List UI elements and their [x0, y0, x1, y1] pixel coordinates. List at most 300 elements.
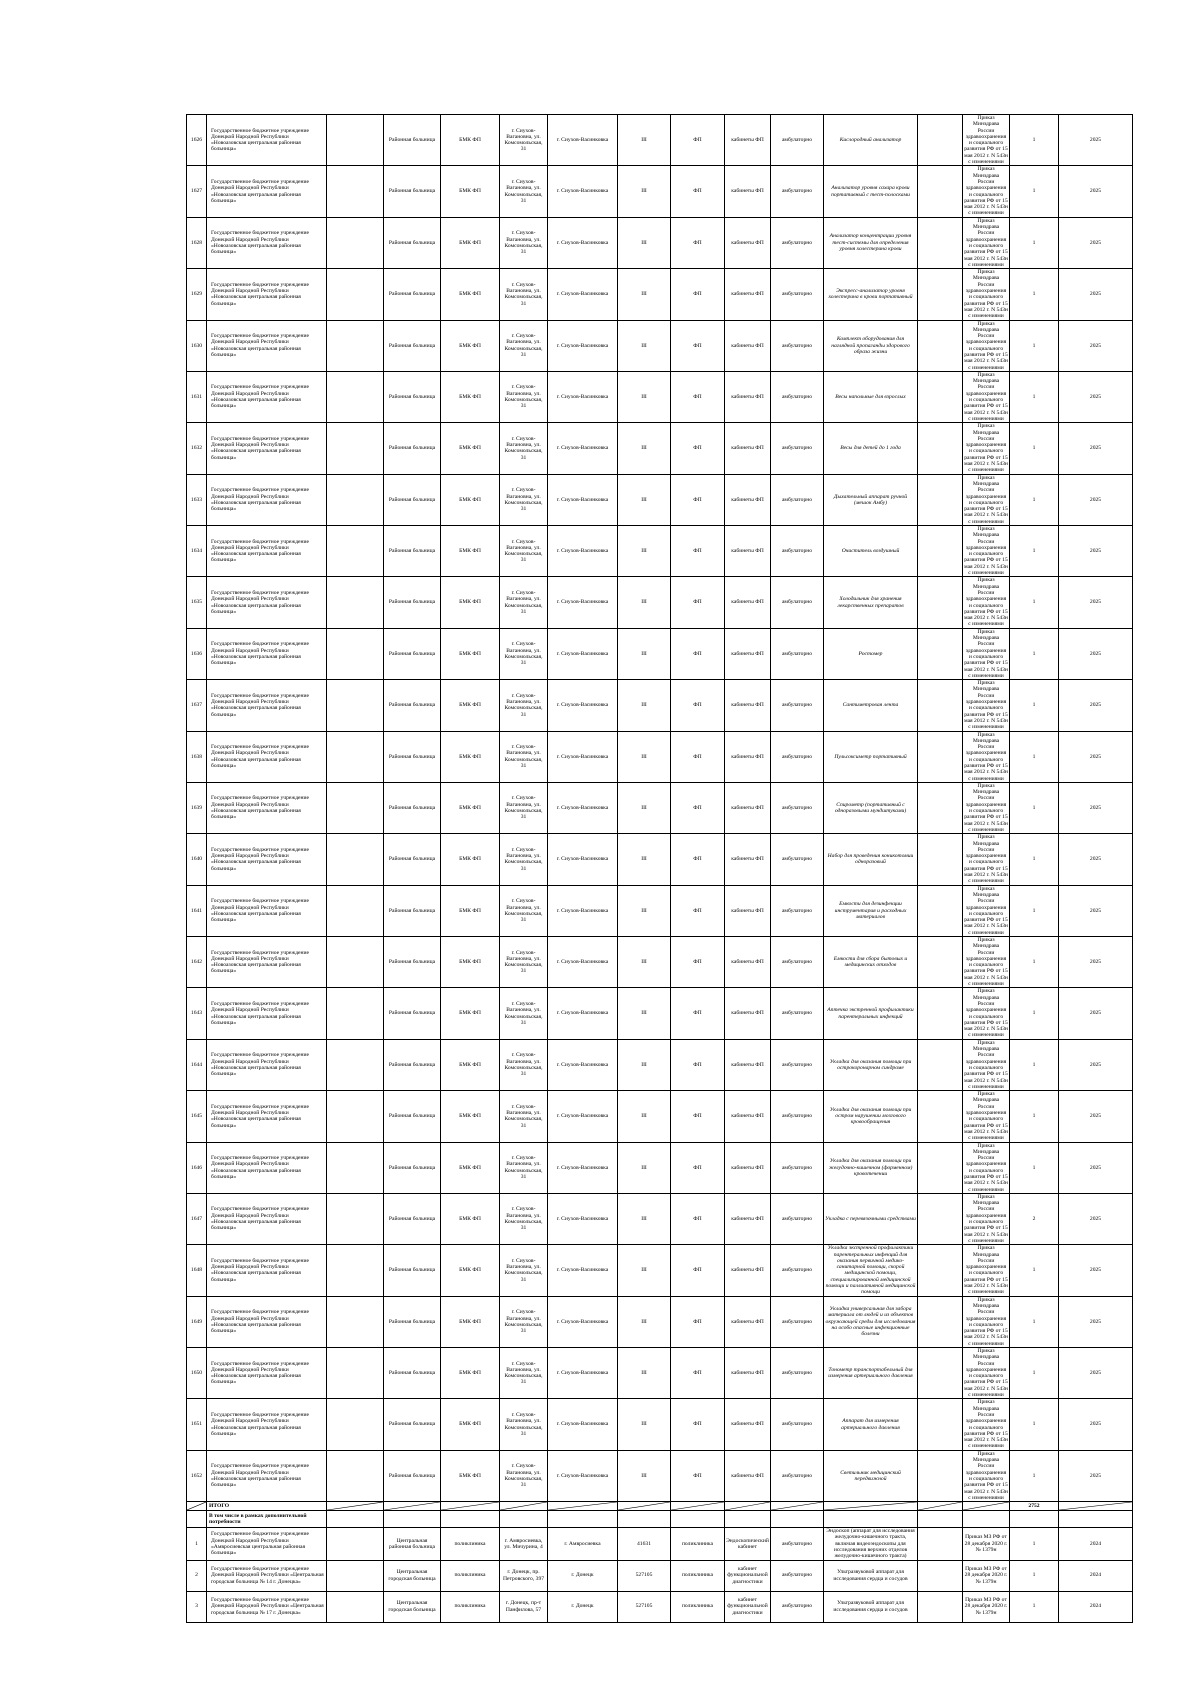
institution-type: Районная больница: [384, 1142, 441, 1193]
table-row: [187, 1193, 1133, 1244]
row-number: 1640: [187, 834, 207, 885]
year: 2025: [1059, 269, 1133, 320]
struck-cell: [187, 1502, 207, 1511]
empty-cell: [327, 937, 384, 988]
department: кабинеты ФП: [725, 731, 771, 782]
year: 2025: [1059, 217, 1133, 268]
department: кабинеты ФП: [725, 217, 771, 268]
row-number: 1638: [187, 731, 207, 782]
empty-cell: [327, 115, 384, 166]
equipment-name: Укладка для оказания помощи при остром нарушении мозгового кровообращения: [824, 1091, 918, 1142]
empty-cell: [918, 1450, 963, 1501]
institution-name: Государственное бюджетное учреждение Донецкой Народной Республики «Новоазовская центральная районная больница»: [207, 731, 327, 782]
quantity: 1: [1010, 1348, 1059, 1399]
address: г. Сиухов-Вагановна, ул. Комсомольская, 31: [500, 1142, 548, 1193]
empty-cell: [327, 628, 384, 679]
quantity: 1: [1010, 166, 1059, 217]
year: 2025: [1059, 1348, 1133, 1399]
regulation-basis: Приказ Минздрава России здравоохранения и социального развития РФ от 15 мая 2012 г. N 543н с изменениями: [964, 1039, 1008, 1090]
locality: г. Донецк: [548, 1591, 618, 1622]
address: г. Сиухов-Вагановна, ул. Комсомольская, 31: [500, 371, 548, 422]
unit: ФП: [671, 371, 725, 422]
institution-type: Центральная районная больница: [384, 1528, 441, 1560]
department: кабинеты ФП: [725, 937, 771, 988]
locality: г. Сиухов-Васинковка: [548, 1296, 618, 1347]
level: III: [618, 1039, 671, 1090]
year: 2024: [1059, 1591, 1133, 1622]
locality: г. Сиухов-Васинковка: [548, 628, 618, 679]
institution-name: Государственное бюджетное учреждение Донецкой Народной Республики «Центральная городская больница № 14 г. Донецка»: [207, 1560, 327, 1591]
regulation-basis: Приказ Минздрава России здравоохранения и социального развития РФ от 15 мая 2012 г. N 543н с изменениями: [964, 577, 1008, 628]
institution-type: Районная больница: [384, 371, 441, 422]
address: г. Сиухов-Вагановна, ул. Комсомольская, 31: [500, 1348, 548, 1399]
unit-code: БМК ФП: [441, 1142, 500, 1193]
equipment-name: Пульсоксиметр портативный: [824, 731, 918, 782]
locality: г. Сиухов-Васинковка: [548, 371, 618, 422]
institution-type: Районная больница: [384, 115, 441, 166]
address: г. Донецк, пр. Петровского, 397: [500, 1560, 548, 1591]
regulation-basis: Приказ Минздрава России здравоохранения и социального развития РФ от 15 мая 2012 г. N 543н с изменениями: [964, 885, 1008, 936]
level: 527105: [618, 1560, 671, 1591]
empty-cell: [618, 1511, 671, 1528]
address: г. Амвросиевка, ул. Мичурина, 4: [500, 1528, 548, 1560]
empty-cell: [327, 1039, 384, 1090]
unit: ФП: [671, 885, 725, 936]
unit: ФП: [671, 1142, 725, 1193]
quantity: 1: [1010, 320, 1059, 371]
empty-cell: [963, 1511, 1010, 1528]
regulation-basis: Приказ Минздрава России здравоохранения и социального развития РФ от 15 мая 2012 г. N 543н с изменениями: [964, 1193, 1008, 1244]
unit: ФП: [671, 1039, 725, 1090]
institution-name: Государственное бюджетное учреждение Донецкой Народной Республики «Новоазовская центральная районная больница»: [207, 680, 327, 731]
care-conditions: амбулаторно: [771, 526, 824, 577]
regulation-basis: Приказ Минздрава России здравоохранения и социального развития РФ от 15 мая 2012 г. N 543н с изменениями: [964, 1296, 1008, 1347]
unit: ФП: [671, 577, 725, 628]
care-conditions: амбулаторно: [771, 577, 824, 628]
table-row: [187, 680, 1133, 731]
department: кабинеты ФП: [725, 371, 771, 422]
institution-type: Районная больница: [384, 937, 441, 988]
table-row: [187, 885, 1133, 936]
struck-cell: [1059, 1502, 1133, 1511]
empty-cell: [918, 988, 963, 1039]
department: кабинеты ФП: [725, 628, 771, 679]
address: г. Сиухов-Вагановна, ул. Комсомольская, 31: [500, 731, 548, 782]
level: III: [618, 1193, 671, 1244]
struck-cell: [824, 1502, 918, 1511]
empty-cell: [918, 1528, 963, 1560]
care-conditions: амбулаторно: [771, 1528, 824, 1560]
empty-cell: [327, 834, 384, 885]
institution-type: Районная больница: [384, 1399, 441, 1450]
locality: г. Сиухов-Васинковка: [548, 1142, 618, 1193]
locality: г. Сиухов-Васинковка: [548, 1450, 618, 1501]
institution-type: Районная больница: [384, 834, 441, 885]
unit: ФП: [671, 628, 725, 679]
department: кабинеты ФП: [725, 423, 771, 474]
level: III: [618, 834, 671, 885]
empty-cell: [1059, 1511, 1133, 1528]
unit: ФП: [671, 217, 725, 268]
equipment-name: Ультразвуковой аппарат для исследования сердца и сосудов: [824, 1560, 918, 1591]
institution-type: Районная больница: [384, 320, 441, 371]
institution-type: Районная больница: [384, 1296, 441, 1347]
equipment-name: Экспресс-анализатор уровня холестерина в крови портативный: [824, 269, 918, 320]
row-number: 1628: [187, 217, 207, 268]
level: III: [618, 423, 671, 474]
quantity: 1: [1010, 115, 1059, 166]
quantity: 1: [1010, 474, 1059, 525]
year: 2025: [1059, 320, 1133, 371]
locality: г. Сиухов-Васинковка: [548, 731, 618, 782]
level: III: [618, 1348, 671, 1399]
table-row: [187, 320, 1133, 371]
unit-code: БМК ФП: [441, 782, 500, 833]
care-conditions: амбулаторно: [771, 1450, 824, 1501]
struck-cell: [918, 1502, 963, 1511]
unit-code: БМК ФП: [441, 1296, 500, 1347]
empty-cell: [1010, 1511, 1059, 1528]
quantity: 1: [1010, 1528, 1059, 1560]
year: 2025: [1059, 166, 1133, 217]
department: кабинет функциональной диагностики: [725, 1591, 771, 1622]
regulation-basis: Приказ Минздрава России здравоохранения и социального развития РФ от 15 мая 2012 г. N 543н с изменениями: [964, 988, 1008, 1039]
quantity: 1: [1010, 526, 1059, 577]
institution-type: Районная больница: [384, 988, 441, 1039]
unit-code: БМК ФП: [441, 423, 500, 474]
row-number: 1635: [187, 577, 207, 628]
unit: ФП: [671, 1245, 725, 1296]
row-number: 1632: [187, 423, 207, 474]
locality: г. Сиухов-Васинковка: [548, 526, 618, 577]
institution-name: Государственное бюджетное учреждение Донецкой Народной Республики «Новоазовская центральная районная больница»: [207, 474, 327, 525]
care-conditions: амбулаторно: [771, 423, 824, 474]
care-conditions: амбулаторно: [771, 731, 824, 782]
row-number: 1626: [187, 115, 207, 166]
institution-type: Районная больница: [384, 1039, 441, 1090]
year: 2025: [1059, 1450, 1133, 1501]
department: кабинеты ФП: [725, 1348, 771, 1399]
institution-name: Государственное бюджетное учреждение Донецкой Народной Республики «Новоазовская центральная районная больница»: [207, 577, 327, 628]
locality: г. Сиухов-Васинковка: [548, 834, 618, 885]
level: III: [618, 1091, 671, 1142]
unit: ФП: [671, 782, 725, 833]
row-number: 2: [187, 1560, 207, 1591]
institution-name: Государственное бюджетное учреждение Донецкой Народной Республики «Новоазовская центральная районная больница»: [207, 937, 327, 988]
care-conditions: амбулаторно: [771, 628, 824, 679]
table-row: [187, 526, 1133, 577]
unit: ФП: [671, 1296, 725, 1347]
care-conditions: амбулаторно: [771, 320, 824, 371]
equipment-name: Дыхательный аппарат ручной (мешок Амбу): [824, 474, 918, 525]
empty-cell: [918, 937, 963, 988]
care-conditions: амбулаторно: [771, 371, 824, 422]
unit-code: БМК ФП: [441, 1450, 500, 1501]
unit: ФП: [671, 166, 725, 217]
regulation-basis: Приказ Минздрава России здравоохранения и социального развития РФ от 15 мая 2012 г. N 543н с изменениями: [964, 166, 1008, 217]
empty-cell: [327, 577, 384, 628]
empty-cell: [327, 474, 384, 525]
regulation-basis: Приказ Минздрава России здравоохранения и социального развития РФ от 15 мая 2012 г. N 543н с изменениями: [964, 115, 1008, 166]
level: III: [618, 577, 671, 628]
unit-code: БМК ФП: [441, 371, 500, 422]
care-conditions: амбулаторно: [771, 1193, 824, 1244]
quantity: 1: [1010, 1450, 1059, 1501]
table-row: [187, 423, 1133, 474]
quantity: 1: [1010, 1560, 1059, 1591]
empty-cell: [918, 1296, 963, 1347]
empty-cell: [327, 217, 384, 268]
care-conditions: амбулаторно: [771, 1296, 824, 1347]
table-row: [187, 1348, 1133, 1399]
empty-cell: [918, 1560, 963, 1591]
address: г. Сиухов-Вагановна, ул. Комсомольская, 31: [500, 680, 548, 731]
quantity: 1: [1010, 1039, 1059, 1090]
unit: ФП: [671, 937, 725, 988]
table-row: [187, 1528, 1133, 1560]
unit: ФП: [671, 269, 725, 320]
locality: г. Сиухов-Васинковка: [548, 320, 618, 371]
struck-cell: [771, 1502, 824, 1511]
department: кабинеты ФП: [725, 1039, 771, 1090]
unit: ФП: [671, 1193, 725, 1244]
empty-cell: [918, 1245, 963, 1296]
level: III: [618, 115, 671, 166]
unit-code: БМК ФП: [441, 628, 500, 679]
address: г. Сиухов-Вагановна, ул. Комсомольская, 31: [500, 1399, 548, 1450]
locality: г. Сиухов-Васинковка: [548, 577, 618, 628]
year: 2025: [1059, 1399, 1133, 1450]
address: г. Сиухов-Вагановна, ул. Комсомольская, 31: [500, 474, 548, 525]
locality: г. Сиухов-Васинковка: [548, 1245, 618, 1296]
quantity: 2: [1010, 1193, 1059, 1244]
row-number: 1634: [187, 526, 207, 577]
institution-name: Государственное бюджетное учреждение Донецкой Народной Республики «Новоазовская центральная районная больница»: [207, 1245, 327, 1296]
unit-code: БМК ФП: [441, 680, 500, 731]
quantity: 1: [1010, 269, 1059, 320]
quantity: 1: [1010, 371, 1059, 422]
regulation-basis: Приказ Минздрава России здравоохранения и социального развития РФ от 15 мая 2012 г. N 543н с изменениями: [964, 423, 1008, 474]
year: 2025: [1059, 1193, 1133, 1244]
institution-type: Районная больница: [384, 526, 441, 577]
empty-cell: [918, 166, 963, 217]
unit: ФП: [671, 834, 725, 885]
table-row: [187, 115, 1133, 166]
empty-cell: [918, 1142, 963, 1193]
locality: г. Сиухов-Васинковка: [548, 782, 618, 833]
table-row: [187, 834, 1133, 885]
department: кабинеты ФП: [725, 1091, 771, 1142]
institution-type: Районная больница: [384, 628, 441, 679]
row-number: 1641: [187, 885, 207, 936]
empty-cell: [327, 1528, 384, 1560]
regulation-basis: Приказ Минздрава России здравоохранения и социального развития РФ от 15 мая 2012 г. N 543н с изменениями: [964, 937, 1008, 988]
locality: г. Сиухов-Васинковка: [548, 166, 618, 217]
locality: г. Сиухов-Васинковка: [548, 1091, 618, 1142]
quantity: 1: [1010, 577, 1059, 628]
locality: г. Сиухов-Васинковка: [548, 1348, 618, 1399]
total-label: ИТОГО: [207, 1502, 327, 1511]
unit-code: БМК ФП: [441, 885, 500, 936]
struck-cell: [963, 1502, 1010, 1511]
regulation-basis: Приказ Минздрава России здравоохранения и социального развития РФ от 15 мая 2012 г. N 543н с изменениями: [964, 371, 1008, 422]
address: г. Сиухов-Вагановна, ул. Комсомольская, 31: [500, 628, 548, 679]
unit-code: БМК ФП: [441, 1193, 500, 1244]
empty-cell: [327, 1348, 384, 1399]
empty-cell: [918, 1511, 963, 1528]
regulation-basis: Приказ Минздрава России здравоохранения и социального развития РФ от 15 мая 2012 г. N 543н с изменениями: [964, 1348, 1008, 1399]
institution-name: Государственное бюджетное учреждение Донецкой Народной Республики «Новоазовская центральная районная больница»: [207, 217, 327, 268]
quantity: 1: [1010, 782, 1059, 833]
institution-name: Государственное бюджетное учреждение Донецкой Народной Республики «Новоазовская центральная районная больница»: [207, 1039, 327, 1090]
table-row: [187, 1296, 1133, 1347]
year: 2025: [1059, 474, 1133, 525]
department: кабинеты ФП: [725, 1450, 771, 1501]
unit: ФП: [671, 320, 725, 371]
unit: ФП: [671, 731, 725, 782]
year: 2025: [1059, 1091, 1133, 1142]
table-row: [187, 1560, 1133, 1591]
row-number: 1652: [187, 1450, 207, 1501]
unit-code: БМК ФП: [441, 115, 500, 166]
locality: г. Сиухов-Васинковка: [548, 680, 618, 731]
unit-code: БМК ФП: [441, 577, 500, 628]
empty-cell: [327, 423, 384, 474]
quantity: 1: [1010, 1591, 1059, 1622]
unit-code: БМК ФП: [441, 166, 500, 217]
department: кабинеты ФП: [725, 320, 771, 371]
table-row: [187, 731, 1133, 782]
empty-cell: [327, 166, 384, 217]
regulation-basis: Приказ МЗ РФ от 28 декабря 2020 г. № 1379н: [963, 1591, 1010, 1622]
address: г. Сиухов-Вагановна, ул. Комсомольская, 31: [500, 1296, 548, 1347]
empty-cell: [327, 731, 384, 782]
department: кабинеты ФП: [725, 1193, 771, 1244]
institution-type: Районная больница: [384, 680, 441, 731]
regulation-basis: Приказ Минздрава России здравоохранения и социального развития РФ от 15 мая 2012 г. N 543н с изменениями: [964, 1450, 1008, 1501]
year: 2025: [1059, 782, 1133, 833]
empty-cell: [771, 1511, 824, 1528]
equipment-name: Сантиметровая лента: [824, 680, 918, 731]
regulation-basis: Приказ Минздрава России здравоохранения и социального развития РФ от 15 мая 2012 г. N 543н с изменениями: [964, 1245, 1008, 1296]
unit-code: поликлиника: [441, 1560, 500, 1591]
struck-cell: [500, 1502, 548, 1511]
equipment-name: Холодильник для хранения лекарственных препаратов: [824, 577, 918, 628]
unit: ФП: [671, 474, 725, 525]
address: г. Сиухов-Вагановна, ул. Комсомольская, 31: [500, 423, 548, 474]
institution-type: Районная больница: [384, 1450, 441, 1501]
empty-cell: [918, 320, 963, 371]
institution-name: Государственное бюджетное учреждение Донецкой Народной Республики «Новоазовская центральная районная больница»: [207, 1348, 327, 1399]
institution-name: Государственное бюджетное учреждение Донецкой Народной Республики «Новоазовская центральная районная больница»: [207, 115, 327, 166]
section-header-row: [187, 1511, 1133, 1528]
institution-type: Районная больница: [384, 474, 441, 525]
address: г. Сиухов-Вагановна, ул. Комсомольская, 31: [500, 166, 548, 217]
row-number: 1629: [187, 269, 207, 320]
unit: ФП: [671, 988, 725, 1039]
empty-cell: [327, 1450, 384, 1501]
year: 2025: [1059, 371, 1133, 422]
level: III: [618, 1245, 671, 1296]
address: г. Сиухов-Вагановна, ул. Комсомольская, 31: [500, 269, 548, 320]
empty-cell: [918, 834, 963, 885]
empty-cell: [918, 731, 963, 782]
unit: ФП: [671, 680, 725, 731]
care-conditions: амбулаторно: [771, 1091, 824, 1142]
empty-cell: [918, 782, 963, 833]
equipment-name: Ультразвуковой аппарат для исследования сердца и сосудов: [824, 1591, 918, 1622]
row-number: 1649: [187, 1296, 207, 1347]
year: 2024: [1059, 1560, 1133, 1591]
unit-code: БМК ФП: [441, 731, 500, 782]
unit-code: поликлиника: [441, 1591, 500, 1622]
regulation-basis: Приказ Минздрава России здравоохранения и социального развития РФ от 15 мая 2012 г. N 543н с изменениями: [964, 1399, 1008, 1450]
row-number: 1639: [187, 782, 207, 833]
unit: ФП: [671, 423, 725, 474]
institution-name: Государственное бюджетное учреждение Донецкой Народной Республики «Новоазовская центральная районная больница»: [207, 371, 327, 422]
row-number: 1636: [187, 628, 207, 679]
locality: г. Сиухов-Васинковка: [548, 1039, 618, 1090]
unit-code: БМК ФП: [441, 834, 500, 885]
empty-cell: [918, 1193, 963, 1244]
locality: г. Сиухов-Васинковка: [548, 885, 618, 936]
address: г. Сиухов-Вагановна, ул. Комсомольская, 31: [500, 577, 548, 628]
year: 2025: [1059, 937, 1133, 988]
institution-name: Государственное бюджетное учреждение Донецкой Народной Республики «Новоазовская центральная районная больница»: [207, 834, 327, 885]
empty-cell: [327, 1511, 384, 1528]
department: кабинеты ФП: [725, 1399, 771, 1450]
table-row: [187, 371, 1133, 422]
table-row: [187, 1142, 1133, 1193]
quantity: 1: [1010, 423, 1059, 474]
unit-code: БМК ФП: [441, 474, 500, 525]
care-conditions: амбулаторно: [771, 269, 824, 320]
unit-code: БМК ФП: [441, 988, 500, 1039]
row-number: 1643: [187, 988, 207, 1039]
empty-cell: [327, 1245, 384, 1296]
care-conditions: амбулаторно: [771, 937, 824, 988]
row-number: 1646: [187, 1142, 207, 1193]
institution-type: Районная больница: [384, 423, 441, 474]
address: г. Сиухов-Вагановна, ул. Комсомольская, 31: [500, 1245, 548, 1296]
table-row: [187, 217, 1133, 268]
year: 2025: [1059, 731, 1133, 782]
empty-cell: [327, 988, 384, 1039]
equipment-name: Укладка с перевязочными средствами: [824, 1193, 918, 1244]
institution-name: Государственное бюджетное учреждение Донецкой Народной Республики «Новоазовская центральная районная больница»: [207, 1193, 327, 1244]
care-conditions: амбулаторно: [771, 166, 824, 217]
empty-cell: [918, 269, 963, 320]
institution-type: Районная больница: [384, 1193, 441, 1244]
struck-cell: [548, 1502, 618, 1511]
unit-code: поликлиника: [441, 1528, 500, 1560]
row-number: 1647: [187, 1193, 207, 1244]
equipment-name: Укладка универсальная для забора материала от людей и из объектов окружающей среды для исследования на особо опасные инфекционные болезни: [824, 1296, 918, 1347]
table-body: [187, 115, 1133, 1623]
regulation-basis: Приказ Минздрава России здравоохранения и социального развития РФ от 15 мая 2012 г. N 543н с изменениями: [964, 1142, 1008, 1193]
locality: г. Донецк: [548, 1560, 618, 1591]
quantity: 1: [1010, 834, 1059, 885]
institution-name: Государственное бюджетное учреждение Донецкой Народной Республики «Новоазовская центральная районная больница»: [207, 988, 327, 1039]
table-row: [187, 1399, 1133, 1450]
quantity: 1: [1010, 885, 1059, 936]
regulation-basis: Приказ Минздрава России здравоохранения и социального развития РФ от 15 мая 2012 г. N 543н с изменениями: [964, 1091, 1008, 1142]
address: г. Сиухов-Вагановна, ул. Комсомольская, 31: [500, 320, 548, 371]
department: кабинеты ФП: [725, 577, 771, 628]
level: 527105: [618, 1591, 671, 1622]
unit-code: БМК ФП: [441, 320, 500, 371]
care-conditions: амбулаторно: [771, 834, 824, 885]
